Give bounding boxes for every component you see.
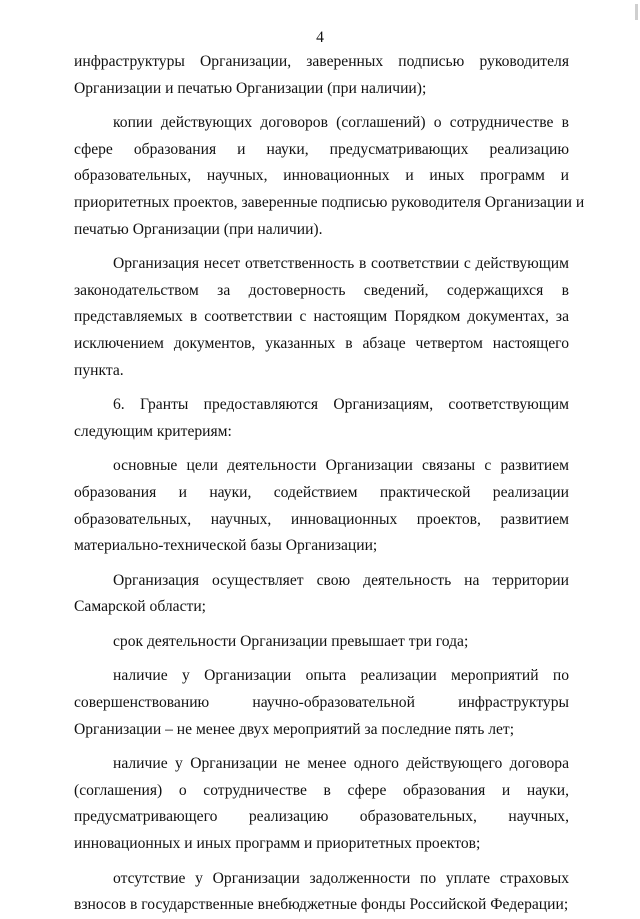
paragraph-criterion-experience [74,663,569,743]
text-line: образовательных, научных, инновационных и иных программ и [74,167,569,185]
paragraph-gap [74,621,569,629]
text-line: наличие у Организации не менее одного действующего договора [113,755,569,773]
paragraph-gap [74,560,569,568]
text-line: сфере образования и науки, предусматривающих реализацию [74,140,569,158]
text-line: 6. Гранты предоставляются Организациям, соответствующим [113,396,569,414]
text-line: следующим критериям: [74,422,232,440]
text-line: образовательных, научных, инновационных проектов, развитием [74,510,569,528]
text-line: основные цели деятельности Организации связаны с развитием [113,457,569,475]
paragraph-criterion-no-debt [74,866,569,919]
text-line: Организации и печатью Организации (при наличии); [74,79,427,97]
text-line: взносов в государственные внебюджетные фонды Российской Федерации; [74,896,569,914]
paragraph-gap [74,655,569,663]
document-body [74,49,585,919]
text-line: срок деятельности Организации превышает три года; [113,632,469,650]
paragraph-gap [74,743,569,751]
text-line: материально-технической базы Организации; [74,537,378,555]
text-line: пункта. [74,361,124,379]
text-line: Самарской области; [74,598,207,616]
text-line: Организация осуществляет свою деятельность на территории [113,571,569,589]
text-line: наличие у Организации опыта реализации мероприятий по [113,667,569,685]
paragraph-gap [74,445,569,453]
paragraph-criterion-duration [74,629,569,656]
paragraph-infrastructure-continuation [74,49,569,102]
text-line: законодательством за достоверность сведений, содержащихся в [74,281,569,299]
text-line: образования и науки, содействием практической реализации [74,483,569,501]
paragraph-gap [74,243,569,251]
text-line: инфраструктуры Организации, заверенных подписью руководителя [74,53,569,70]
text-line: представляемых в соответствии с настоящим Порядком документах, за [74,308,569,326]
paragraph-criterion-territory [74,568,569,621]
page-number: 4 [316,29,324,46]
text-line: приоритетных проектов, заверенные подписью руководителя Организации и [74,193,585,211]
text-line: инновационных и иных программ и приоритетных проектов; [74,835,481,853]
paragraph-gap [74,384,569,392]
paragraph-agreement-copies [74,110,585,243]
text-line: Организация несет ответственность в соответствии с действующим [113,255,569,273]
text-line: исключением документов, указанных в абзаце четвертом настоящего [74,334,569,352]
text-line: Организации – не менее двух мероприятий за последние пять лет; [74,720,515,738]
text-line: печатью Организации (при наличии). [74,220,323,238]
paragraph-criterion-agreement [74,751,569,857]
scan-margin-mark [635,4,638,20]
paragraph-criterion-goals [74,453,569,559]
text-line: предусматривающего реализацию образовательных, научных, [74,808,569,826]
text-line: совершенствованию научно-образовательной инфраструктуры [74,694,569,712]
paragraph-responsibility [74,251,569,384]
text-line: отсутствие у Организации задолженности по уплате страховых [113,869,569,887]
paragraph-gap [74,858,569,866]
text-line: копии действующих договоров (соглашений) о сотрудничестве в [113,114,569,132]
paragraph-section-6 [74,392,569,445]
paragraph-gap [74,102,569,110]
text-line: (соглашения) о сотрудничестве в сфере образования и науки, [74,781,569,799]
